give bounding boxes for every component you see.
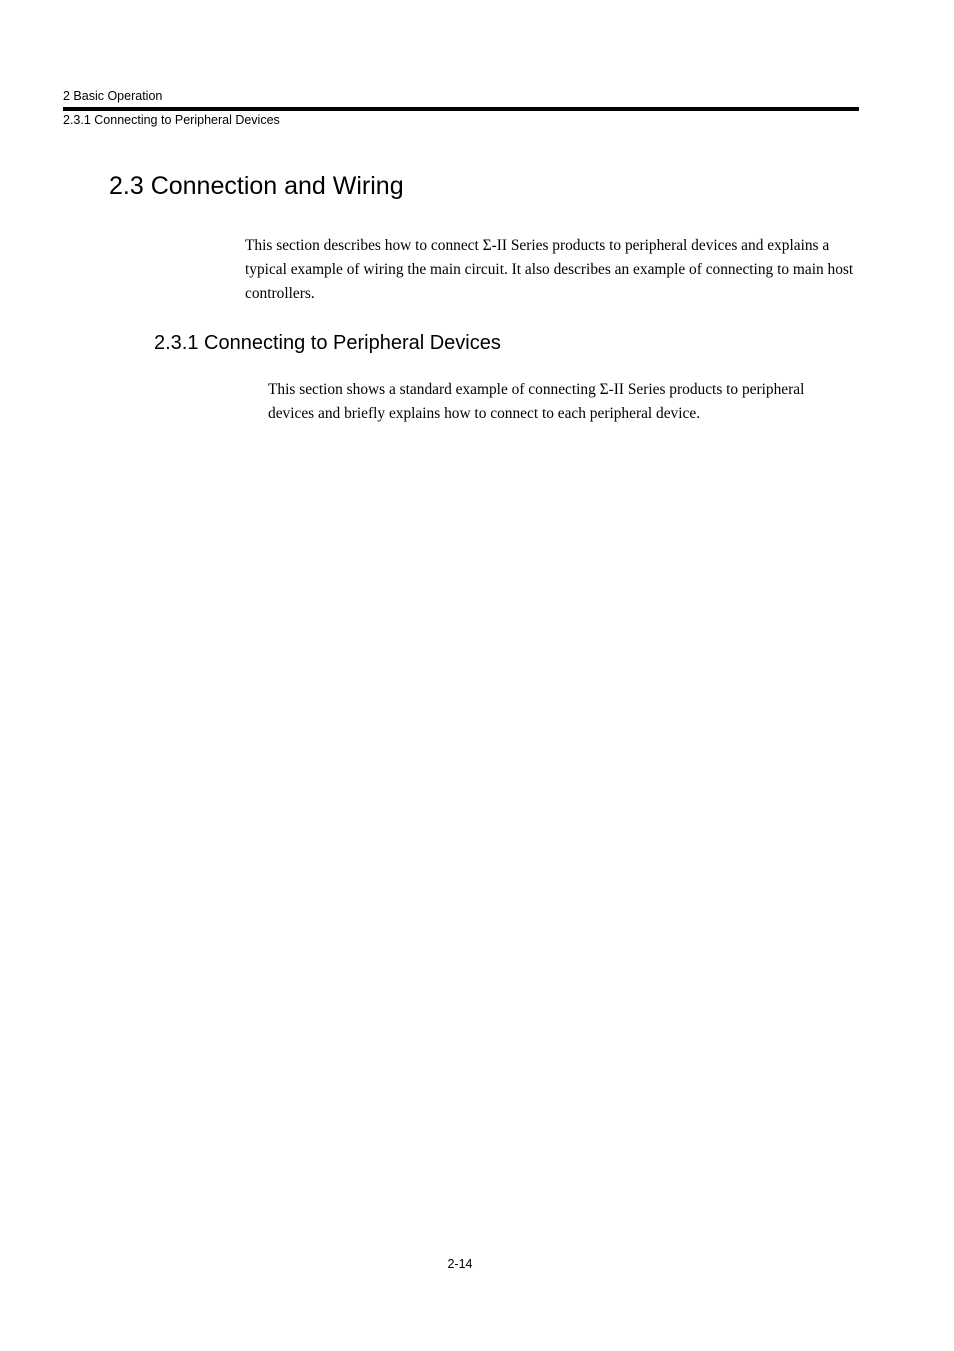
subsection-heading: 2.3.1 Connecting to Peripheral Devices [154, 332, 501, 354]
header-rule [63, 107, 859, 111]
subsection-intro-paragraph: This section shows a standard example of connecting Σ-II Series products to peripheral devices and briefly explains how to connect to each peripheral device. [268, 381, 805, 422]
running-head-chapter: 2 Basic Operation [63, 89, 163, 103]
running-head-section: 2.3.1 Connecting to Peripheral Devices [63, 113, 280, 127]
section-intro-paragraph: This section describes how to connect Σ-II Series products to peripheral devices and explains a typical example of wiring the main circuit. It also describes an example of connecting to main host controllers. [245, 237, 854, 302]
section-heading: 2.3 Connection and Wiring [109, 172, 404, 200]
page-number: 2-14 [447, 1257, 473, 1271]
